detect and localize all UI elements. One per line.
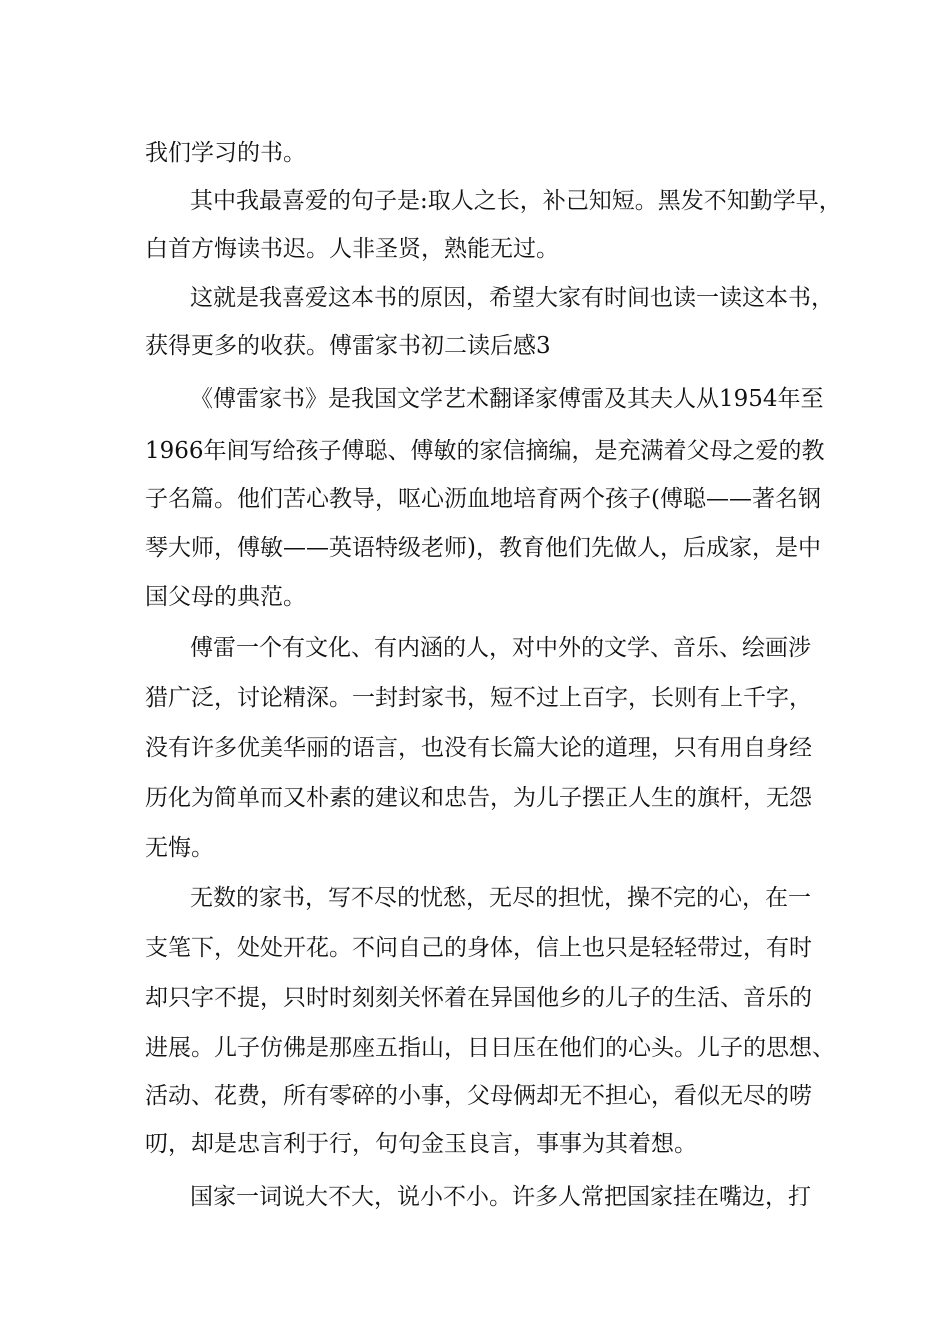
text-line: 白首方悔读书迟。人非圣贤，熟能无过。 (145, 236, 559, 262)
paragraph-line: 国家一词说大不大，说小不小。许多人常把国家挂在嘴边，打 (190, 1184, 811, 1210)
paragraph-line: 傅雷一个有文化、有内涵的人，对中外的文学、音乐、绘画涉 (190, 635, 811, 661)
text-line: 历化为简单而又朴素的建议和忠告，为儿子摆正人生的旗杆，无怨 (145, 785, 812, 811)
paragraph-line: 其中我最喜爱的句子是:取人之长，补己知短。黑发不知勤学早， (190, 188, 842, 214)
text-line: 子名篇。他们苦心教导，呕心沥血地培育两个孩子(傅聪——著名钢 (145, 486, 821, 512)
paragraph-line: 无数的家书，写不尽的忧愁，无尽的担忧，操不完的心，在一 (190, 885, 811, 911)
paragraph-line: 《傅雷家书》是我国文学艺术翻译家傅雷及其夫人从1954年至 (190, 386, 824, 412)
text-line: 1966年间写给孩子傅聪、傅敏的家信摘编，是充满着父母之爱的教 (145, 438, 825, 464)
text-line: 支笔下，处处开花。不问自己的身体，信上也只是轻轻带过，有时 (145, 935, 812, 961)
text-line: 国父母的典范。 (145, 584, 306, 610)
text-line: 进展。儿子仿佛是那座五指山，日日压在他们的心头。儿子的思想、 (145, 1035, 835, 1061)
text-line: 无悔。 (145, 835, 214, 861)
text-line: 活动、花费，所有零碎的小事，父母俩却无不担心，看似无尽的唠 (145, 1083, 812, 1109)
text-line: 没有许多优美华丽的语言，也没有长篇大论的道理，只有用自身经 (145, 735, 812, 761)
paragraph-line: 这就是我喜爱这本书的原因，希望大家有时间也读一读这本书， (190, 285, 834, 311)
text-line: 却只字不提，只时时刻刻关怀着在异国他乡的儿子的生活、音乐的 (145, 985, 812, 1011)
text-line: 叨，却是忠言利于行，句句金玉良言，事事为其着想。 (145, 1131, 697, 1157)
text-line: 我们学习的书。 (145, 140, 306, 166)
text-line: 猎广泛，讨论精深。一封封家书，短不过上百字，长则有上千字， (145, 685, 812, 711)
text-line: 获得更多的收获。傅雷家书初二读后感3 (145, 333, 551, 359)
text-line: 琴大师，傅敏——英语特级老师)，教育他们先做人，后成家，是中 (145, 535, 821, 561)
